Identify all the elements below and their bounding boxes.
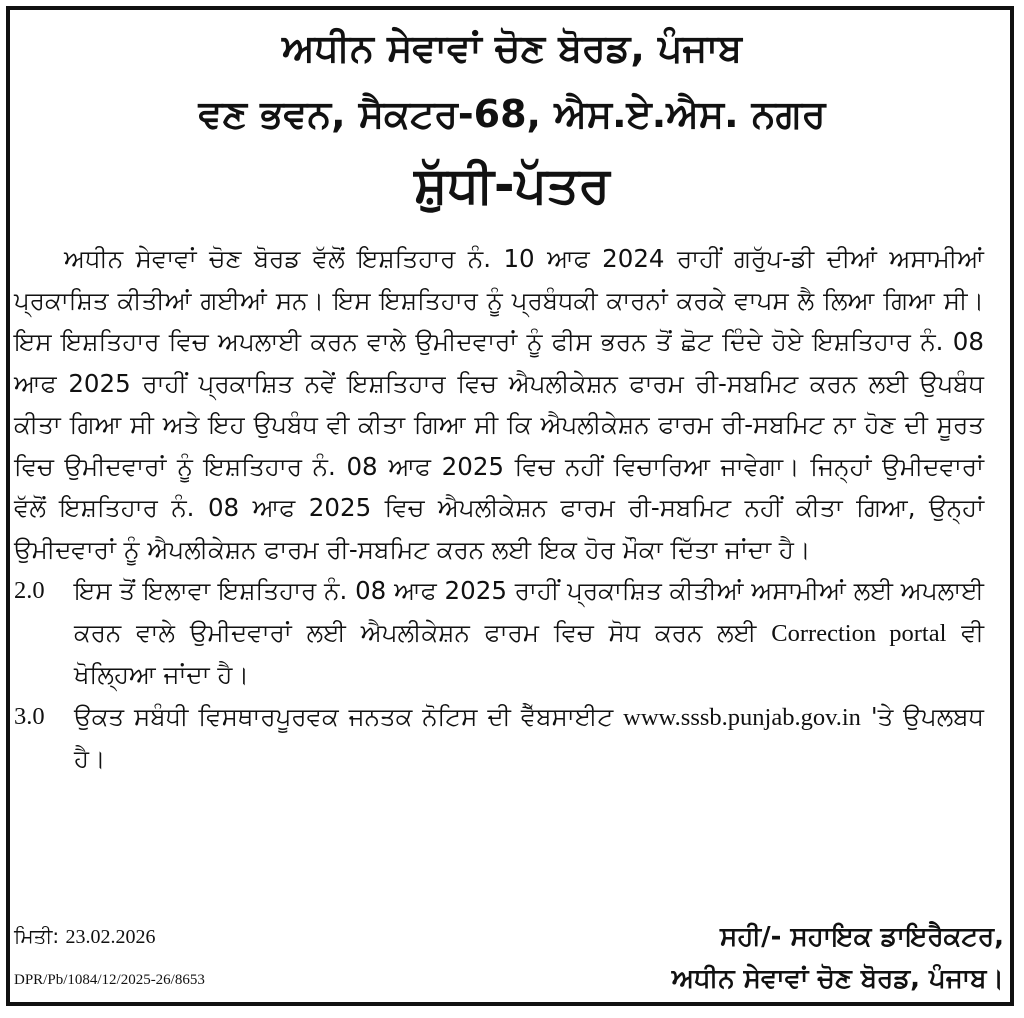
date-value: 23.02.2026 (65, 926, 156, 948)
corrigendum-title: ਸ਼ੁੱਧੀ-ਪੱਤਰ (414, 156, 610, 214)
paragraph-3-text (74, 696, 984, 780)
signature-line-2: ਅਧੀਨ ਸੇਵਾਵਾਂ ਚੋਣ ਬੋਰਡ, ਪੰਜਾਬ। (671, 964, 1004, 994)
paragraph-3-text-after: 'ਤੇ ਉਪਲਬਧ ਹੈ। (74, 701, 984, 773)
paragraph-3-text-before: ਉਕਤ ਸਬੰਧੀ ਵਿਸਥਾਰਪੂਰਵਕ ਜਨਤਕ ਨੋਟਿਸ ਦੀ ਵੈੱਬਸਾਈਟ (74, 701, 614, 731)
paragraph-1: ਅਧੀਨ ਸੇਵਾਵਾਂ ਚੋਣ ਬੋਰਡ ਵੱਲੋਂ ਇਸ਼ਤਿਹਾਰ ਨੰ. 10 ਆਫ 2024 ਰਾਹੀਂ ਗਰੁੱਪ-ਡੀ ਦੀਆਂ ਅਸਾਮੀਆਂ ਪ੍ਰਕਾਸ਼ਿਤ ਕੀਤੀਆਂ ਗਈਆਂ ਸਨ। ਇਸ ਇਸ਼ਤਿਹਾਰ ਨੂੰ ਪ੍ਰਬੰਧਕੀ ਕਾਰਨਾਂ ਕਰਕੇ ਵਾਪਸ ਲੈ ਲਿਆ ਗਿਆ ਸੀ। ਇਸ ਇਸ਼ਤਿਹਾਰ ਵਿਚ ਅਪਲਾਈ ਕਰਨ ਵਾਲੇ ਉਮੀਦਵਾਰਾਂ ਨੂੰ ਫੀਸ ਭਰਨ ਤੋਂ ਛੋਟ ਦਿੰਦੇ ਹੋਏ ਇਸ਼ਤਿਹਾਰ ਨੰ. 08 ਆਫ 2025 ਰਾਹੀਂ ਪ੍ਰਕਾਸ਼ਿਤ ਨਵੇਂ ਇਸ਼ਤਿਹਾਰ ਵਿਚ ਐਪਲੀਕੇਸ਼ਨ ਫਾਰਮ ਰੀ-ਸਬਮਿਟ ਕਰਨ ਲਈ ਉਪਬੰਧ ਕੀਤਾ ਗਿਆ ਸੀ ਅਤੇ ਇਹ ਉਪਬੰਧ ਵੀ ਕੀਤਾ ਗਿਆ ਸੀ ਕਿ ਐਪਲੀਕੇਸ਼ਨ ਫਾਰਮ ਰੀ-ਸਬਮਿਟ ਨਾ ਹੋਣ ਦੀ ਸੂਰਤ ਵਿਚ ਉਮੀਦਵਾਰਾਂ ਨੂੰ ਇਸ਼ਤਿਹਾਰ ਨੰ. 08 ਆਫ 2025 ਵਿਚ ਨਹੀਂ ਵਿਚਾਰਿਆ ਜਾਵੇਗਾ। ਜਿਨ੍ਹਾਂ ਉਮੀਦਵਾਰਾਂ ਵੱਲੋਂ ਇਸ਼ਤਿਹਾਰ ਨੰ. 08 ਆਫ 2025 ਵਿਚ ਐਪਲੀਕੇਸ਼ਨ ਫਾਰਮ ਰੀ-ਸਬਮਿਟ ਨਹੀਂ ਕੀਤਾ ਗਿਆ, ਉਨ੍ਹਾਂ ਉਮੀਦਵਾਰਾਂ ਨੂੰ ਐਪਲੀਕੇਸ਼ਨ ਫਾਰਮ ਰੀ-ਸਬਮਿਟ ਕਰਨ ਲਈ ਇਕ ਹੋਰ ਮੌਕਾ ਦਿੱਤਾ ਜਾਂਦਾ ਹੈ। (14, 244, 984, 564)
paragraph-3-number: 3.0 (14, 702, 45, 730)
board-name-heading: ਅਧੀਨ ਸੇਵਾਵਾਂ ਚੋਣ ਬੋਰਡ, ਪੰਜਾਬ (282, 26, 742, 70)
paragraph-3 (14, 696, 984, 780)
notice-body (14, 238, 984, 780)
paragraph-2-number: 2.0 (14, 577, 45, 604)
paragraph-2-text-before: ਇਸ ਤੋਂ ਇਲਾਵਾ ਇਸ਼ਤਿਹਾਰ ਨੰ. 08 ਆਫ 2025 ਰਾਹੀਂ ਪ੍ਰਕਾਸ਼ਿਤ ਕੀਤੀਆਂ ਅਸਾਮੀਆਂ ਲਈ ਅਪਲਾਈ ਕਰਨ ਵਾਲੇ ਉਮੀਦਵਾਰਾਂ ਲਈ ਐਪਲੀਕੇਸ਼ਨ ਫਾਰਮ ਵਿਚ ਸੋਧ ਕਰਨ ਲਈ (74, 576, 984, 647)
dpr-reference: DPR/Pb/1084/12/2025-26/8653 (14, 972, 205, 988)
date-line (14, 924, 156, 949)
website-url: www.sssb.punjab.gov.in (623, 703, 861, 731)
board-address-heading: ਵਣ ਭਵਨ, ਸੈਕਟਰ-68, ਐਸ.ਏ.ਐਸ. ਨਗਰ (198, 92, 826, 136)
date-label: ਮਿਤੀ: (14, 924, 60, 948)
signature-line-1: ਸਹੀ/- ਸਹਾਇਕ ਡਾਇਰੈਕਟਰ, (720, 922, 1004, 952)
signature-block (672, 916, 1004, 1000)
paragraph-2 (14, 570, 984, 696)
correction-portal-text: Correction portal (771, 619, 947, 647)
paragraph-2-text-after: ਵੀ ਖੋਲ੍ਹਿਆ ਜਾਂਦਾ ਹੈ। (74, 617, 984, 689)
paragraph-2-text (74, 570, 984, 696)
